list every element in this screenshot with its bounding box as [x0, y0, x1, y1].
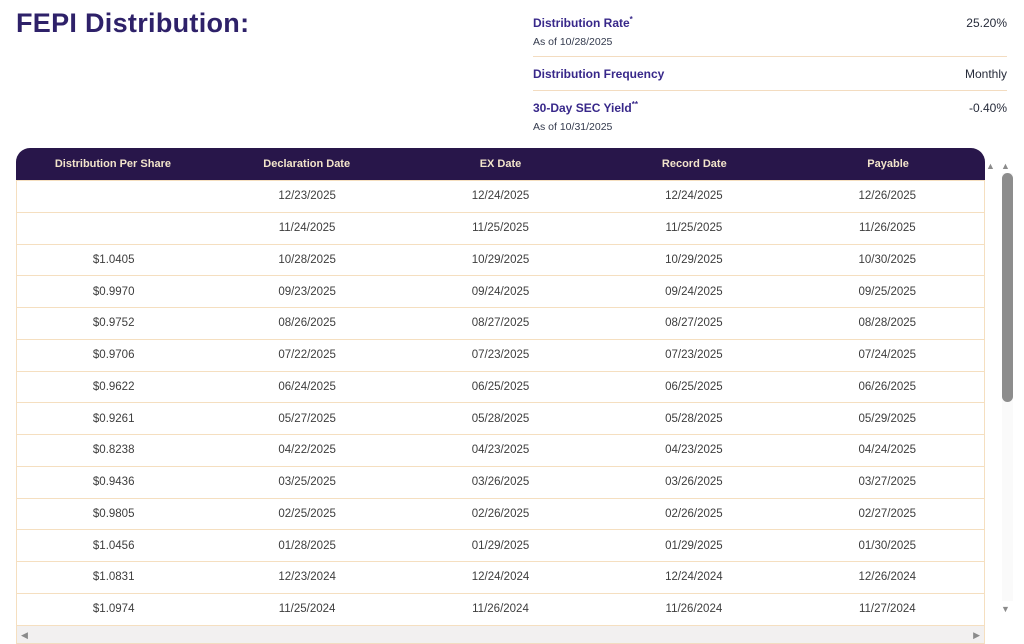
table-cell: 08/27/2025 — [665, 317, 723, 330]
distribution-table — [16, 148, 985, 644]
page-scroll-down-icon[interactable]: ▼ — [1001, 604, 1010, 614]
table-cell: $0.9622 — [92, 380, 135, 393]
table-cell: 04/23/2025 — [471, 444, 530, 457]
table-cell: 06/26/2025 — [858, 380, 917, 393]
table-cell: $1.0831 — [92, 571, 135, 584]
table-cell: 07/22/2025 — [278, 349, 336, 362]
table-cell: 12/26/2024 — [858, 571, 917, 584]
table-cell: 01/28/2025 — [278, 539, 336, 552]
table-row — [17, 403, 984, 435]
table-cell: 08/26/2025 — [278, 317, 336, 330]
table-cell: 12/26/2025 — [858, 190, 917, 203]
table-cell: 05/28/2025 — [665, 412, 723, 425]
table-cell: 07/23/2025 — [665, 349, 723, 362]
stat-label-text: 30-Day SEC Yield — [533, 101, 632, 115]
table-row — [17, 276, 984, 308]
column-header: Distribution Per Share — [54, 158, 171, 170]
table-cell: $1.0405 — [92, 253, 135, 266]
table-cell: 02/25/2025 — [278, 507, 336, 520]
table-cell: $0.9805 — [92, 507, 135, 520]
table-cell: 02/26/2025 — [665, 507, 723, 520]
table-cell: 03/27/2025 — [858, 476, 917, 489]
table-row — [17, 213, 984, 245]
footnote-asterisk: ** — [631, 100, 638, 109]
table-cell: 06/25/2025 — [471, 380, 530, 393]
table-cell: 02/26/2025 — [471, 507, 530, 520]
horizontal-scrollbar[interactable] — [16, 626, 985, 644]
table-cell: 10/28/2025 — [278, 253, 336, 266]
stat-row-distribution-frequency — [533, 56, 1007, 90]
stat-value: Monthly — [964, 67, 1007, 81]
column-header: Declaration Date — [263, 158, 351, 170]
table-cell: 02/27/2025 — [858, 507, 917, 520]
table-cell: 04/23/2025 — [665, 444, 723, 457]
table-row — [17, 340, 984, 372]
table-row — [17, 499, 984, 531]
table-cell: 07/23/2025 — [471, 349, 530, 362]
stat-row-distribution-rate — [533, 6, 1007, 56]
table-row — [17, 308, 984, 340]
stat-left — [533, 66, 664, 82]
stats-panel — [533, 6, 1007, 141]
table-cell: 12/23/2024 — [278, 571, 336, 584]
table-cell: 03/26/2025 — [665, 476, 723, 489]
table-cell: 08/28/2025 — [858, 317, 917, 330]
table-cell: 12/24/2025 — [471, 190, 530, 203]
table-header-row — [16, 148, 985, 180]
column-header: Payable — [867, 158, 909, 170]
table-cell: 05/28/2025 — [471, 412, 530, 425]
table-cell: $1.0974 — [92, 603, 135, 616]
table-cell: 10/29/2025 — [665, 253, 723, 266]
table-row — [17, 245, 984, 277]
table-cell: 04/24/2025 — [858, 444, 917, 457]
table-row — [17, 562, 984, 594]
scroll-left-icon[interactable]: ◀ — [21, 629, 28, 640]
table-cell: 08/27/2025 — [471, 317, 530, 330]
table-cell: 11/27/2024 — [858, 603, 916, 616]
stat-value: -0.40% — [968, 101, 1007, 115]
footnote-asterisk: * — [629, 15, 633, 24]
stat-label — [533, 15, 633, 31]
table-cell: 12/24/2024 — [665, 571, 723, 584]
column-header: Record Date — [661, 158, 727, 170]
table-cell: 11/26/2025 — [858, 222, 916, 235]
stat-left — [533, 100, 638, 133]
stat-label-text: Distribution Frequency — [533, 67, 665, 81]
table-cell: 07/24/2025 — [858, 349, 917, 362]
table-row — [17, 467, 984, 499]
table-cell: 09/25/2025 — [858, 285, 917, 298]
table-cell: $0.8238 — [92, 444, 135, 457]
table-row — [17, 372, 984, 404]
table-cell: $0.9261 — [92, 412, 135, 425]
stat-left — [533, 15, 633, 48]
table-cell: 10/29/2025 — [471, 253, 530, 266]
table-row — [17, 435, 984, 467]
table-cell: $0.9706 — [92, 349, 135, 362]
table-cell: 06/24/2025 — [278, 380, 336, 393]
table-cell: 12/23/2025 — [278, 190, 336, 203]
scroll-right-icon[interactable]: ▶ — [973, 629, 980, 640]
stat-as-of: As of 10/28/2025 — [533, 36, 613, 48]
table-cell: 05/29/2025 — [858, 412, 917, 425]
table-row — [17, 594, 984, 626]
table-cell: 04/22/2025 — [278, 444, 336, 457]
table-cell: 05/27/2025 — [278, 412, 336, 425]
table-cell: 12/24/2025 — [665, 190, 723, 203]
table-cell: 09/24/2025 — [665, 285, 723, 298]
table-cell: 11/25/2024 — [278, 603, 336, 616]
stat-label — [533, 66, 664, 82]
table-cell: $0.9752 — [92, 317, 135, 330]
page-title: FEPI Distribution: — [16, 8, 250, 38]
table-cell: 11/26/2024 — [472, 603, 529, 616]
table-cell: 03/26/2025 — [471, 476, 530, 489]
table-cell: $0.9970 — [92, 285, 135, 298]
column-header: EX Date — [479, 158, 522, 170]
table-cell: $0.9436 — [92, 476, 135, 489]
table-scroll-up-icon[interactable]: ▲ — [986, 161, 995, 171]
stat-label-text: Distribution Rate — [533, 16, 630, 30]
stat-value: 25.20% — [966, 16, 1007, 30]
table-cell: 01/30/2025 — [858, 539, 917, 552]
stat-label — [533, 100, 638, 116]
table-cell: 06/25/2025 — [665, 380, 723, 393]
stat-as-of: As of 10/31/2025 — [533, 121, 613, 133]
table-cell: 10/30/2025 — [858, 253, 917, 266]
table-row — [17, 530, 984, 562]
table-body — [16, 180, 985, 626]
table-cell: 11/25/2025 — [472, 222, 529, 235]
table-row — [17, 181, 984, 213]
table-cell: 11/24/2025 — [278, 222, 336, 235]
table-cell: 09/24/2025 — [471, 285, 530, 298]
table-cell: 01/29/2025 — [471, 539, 530, 552]
table-cell: 11/25/2025 — [665, 222, 723, 235]
table-cell: 11/26/2024 — [665, 603, 723, 616]
page-scroll-up-icon[interactable]: ▲ — [1001, 161, 1010, 171]
table-cell: 03/25/2025 — [278, 476, 336, 489]
vertical-scrollbar-thumb[interactable] — [1002, 173, 1013, 402]
table-cell: 12/24/2024 — [471, 571, 530, 584]
table-cell: $1.0456 — [92, 539, 135, 552]
table-cell: 01/29/2025 — [665, 539, 723, 552]
stat-row-sec-yield — [533, 90, 1007, 141]
table-cell: 09/23/2025 — [278, 285, 336, 298]
